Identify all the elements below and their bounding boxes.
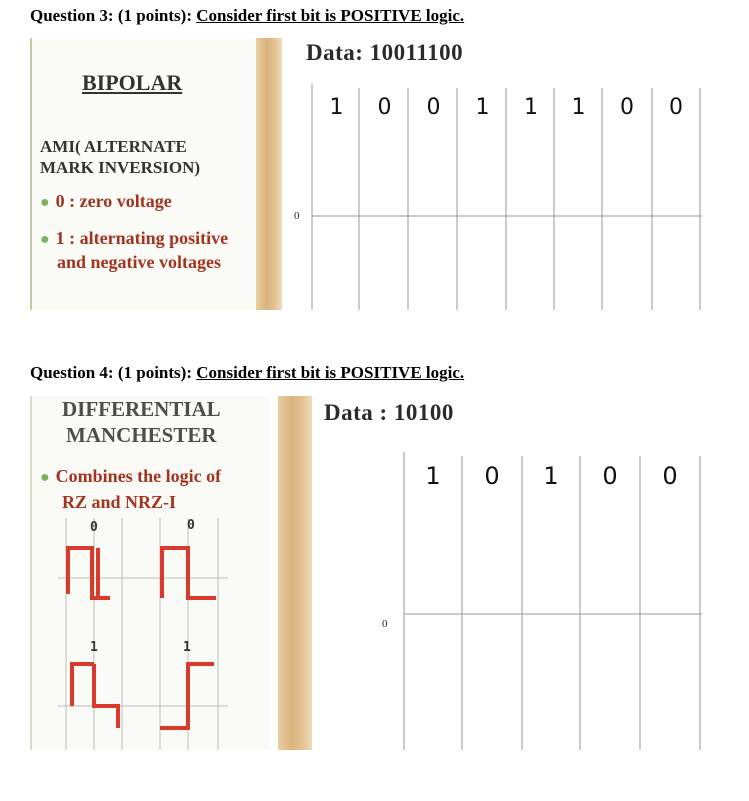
q3-divider-strip	[256, 38, 282, 310]
q4-figure	[30, 396, 722, 750]
q4-bullet-line2: RZ and NRZ-I	[62, 492, 177, 512]
q4-title	[62, 396, 221, 448]
q3-figure	[30, 38, 706, 310]
q3-heading-instruction: Consider first bit is POSITIVE logic.	[196, 6, 465, 25]
q3-bullet2-line2: and negative voltages	[57, 252, 221, 272]
q4-heading	[30, 363, 464, 383]
q3-bit: 1	[524, 95, 538, 120]
q3-bullet1-text: 0 : zero voltage	[55, 191, 172, 211]
q4-bit: 1	[543, 462, 559, 490]
q4-symbol-grid	[58, 518, 228, 750]
q4-sym-label: 1	[90, 640, 98, 655]
q3-bit: 0	[426, 95, 441, 120]
q4-sym-label: 0	[187, 518, 195, 533]
q4-symbol-one-b	[160, 664, 214, 728]
q4-divider-strip	[278, 396, 312, 750]
q3-bit: 1	[329, 95, 344, 120]
q3-bit: 0	[669, 95, 683, 120]
q3-bipolar-title: BIPOLAR	[82, 70, 183, 95]
q4-symbol-one-a	[94, 664, 118, 728]
q3-bit: 0	[620, 95, 634, 120]
q4-axis-zero-label: 0	[382, 618, 388, 630]
q4-bullet-line1: Combines the logic of	[55, 466, 222, 486]
q4-bit: 0	[602, 462, 618, 490]
q3-data-label: Data: 10011100	[306, 40, 464, 65]
bullet-dot-icon: ●	[40, 231, 50, 248]
q4-sym-label: 1	[183, 640, 191, 655]
q3-heading	[30, 6, 464, 26]
q3-axis-zero-label: 0	[294, 210, 300, 222]
q3-bullet-one	[40, 227, 280, 274]
q4-bit: 0	[484, 462, 500, 490]
bullet-dot-icon: ●	[40, 469, 50, 486]
q4-title-line1: DIFFERENTIAL	[62, 397, 221, 421]
q4-data-label: Data : 10100	[324, 400, 454, 425]
bullet-dot-icon: ●	[40, 194, 50, 211]
q3-ami-line1: AMI( ALTERNATE	[40, 137, 187, 156]
q4-bit: 1	[425, 462, 441, 490]
q3-bit: 1	[475, 95, 490, 120]
q4-heading-instruction: Consider first bit is POSITIVE logic.	[196, 363, 465, 382]
q3-bipolar-panel	[30, 38, 258, 310]
q4-symbol-zero-a	[68, 548, 110, 598]
q3-bullet-zero	[40, 190, 172, 214]
q3-bullet2-line1: 1 : alternating positive	[55, 228, 229, 248]
q4-heading-prefix: Question 4: (1 points):	[30, 363, 197, 382]
q4-bit: 0	[662, 462, 678, 490]
q3-bit: 1	[571, 95, 586, 120]
q4-signal-grid	[312, 452, 722, 750]
q3-ami-line2: MARK INVERSION)	[40, 158, 201, 177]
q4-manchester-panel	[30, 396, 270, 750]
q4-symbol-one-a-left	[72, 664, 94, 706]
q3-heading-prefix: Question 3: (1 points):	[30, 6, 197, 25]
q4-symbol-diagrams	[58, 518, 258, 750]
q4-symbol-zero-b	[162, 548, 216, 598]
q4-title-line2: MANCHESTER	[66, 423, 217, 447]
q3-ami-subtitle	[40, 136, 250, 178]
q4-sym-label: 0	[90, 520, 98, 535]
q4-bullet	[40, 464, 221, 514]
q3-bit: 0	[377, 95, 392, 120]
